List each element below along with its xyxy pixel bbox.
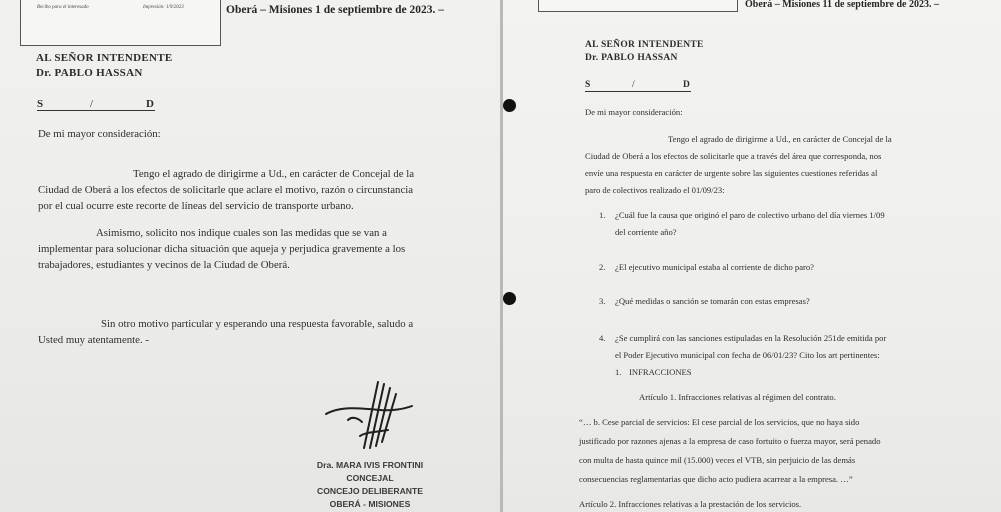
sd-slash: / — [632, 80, 635, 90]
stamp-print-date: Impresión: 1/9/2023 — [143, 5, 184, 10]
sd-d: D — [683, 80, 691, 90]
receipt-stamp-partial — [538, 0, 738, 12]
subsection-number: 1. — [615, 367, 622, 377]
question-3-number: 3. — [599, 296, 606, 306]
sd-slash: / — [90, 98, 94, 110]
intro-line4: paro de colectivos realizado el 01/09/23: — [585, 185, 725, 195]
article-2: Artículo 2. Infracciones relativas a la prestación de los servicios. — [579, 499, 802, 509]
para1-line2: Ciudad de Oberá a los efectos de solicitarle que aclare el motivo, razón o circunstancia — [38, 184, 414, 196]
date-line: Oberá – Misiones 1 de septiembre de 2023. – — [226, 4, 444, 16]
sd-s: S — [585, 80, 591, 90]
question-2: ¿El ejecutivo municipal estaba al corriente de dicho paro? — [615, 262, 814, 272]
question-4-line1: ¿Se cumplirá con las sanciones estipuladas en la Resolución 251de emitida por — [615, 333, 887, 343]
quote-line4: consecuencias reglamentarias que dicho acto pudiera acarrear a la empresa. …” — [579, 474, 853, 484]
addressee-name: Dr. PABLO HASSAN — [585, 53, 678, 63]
question-3: ¿Qué medidas o sanción se tomarán con estas empresas? — [615, 296, 810, 306]
receipt-stamp — [20, 0, 221, 46]
question-2-number: 2. — [599, 262, 606, 272]
para1-line3: por el cual ocurre este recorte de líneas del servicio de transporte urbano. — [38, 200, 354, 212]
addressee-title: AL SEÑOR INTENDENTE — [585, 40, 704, 50]
addressee-name: Dr. PABLO HASSAN — [36, 67, 143, 79]
handwritten-signature — [318, 376, 418, 458]
para2-line2: implementar para solucionar dicha situación que aqueja y perjudica gravemente a los — [38, 243, 406, 255]
intro-line2: Ciudad de Oberá a los efectos de solicitarle que a través del área que corresponda, nos — [585, 151, 882, 161]
stamp-label: Recibo para el interesado — [37, 5, 89, 10]
date-line: Oberá – Misiones 11 de septiembre de 2023. – — [745, 0, 939, 10]
question-1-line2: del corriente año? — [615, 227, 677, 237]
para2-line3: trabajadores, estudiantes y vecinos de la Ciudad de Oberá. — [38, 259, 290, 271]
question-4-number: 4. — [599, 333, 606, 343]
sd-underline — [37, 110, 155, 111]
signer-body: CONCEJO DELIBERANTE — [317, 486, 423, 496]
left-letter-page — [0, 0, 500, 512]
addressee-title: AL SEÑOR INTENDENTE — [36, 52, 173, 64]
binder-hole-top — [503, 99, 516, 112]
right-letter-page — [503, 0, 1001, 512]
intro-line1: Tengo el agrado de dirigirme a Ud., en carácter de Concejal de la — [668, 134, 892, 144]
quote-line2: justificado por razones ajenas a la empresa de caso fortuito o fuerza mayor, será penado — [579, 436, 881, 446]
para3-line2: Usted muy atentamente. - — [38, 334, 149, 346]
greeting: De mi mayor consideración: — [585, 107, 683, 117]
article-1: Artículo 1. Infracciones relativas al régimen del contrato. — [639, 392, 836, 402]
intro-line3: envíe una respuesta en carácter de urgente sobre las siguientes cuestiones referidas al — [585, 168, 878, 178]
sd-s: S — [37, 98, 44, 110]
signer-role: CONCEJAL — [346, 473, 394, 483]
question-4-line2: el Poder Ejecutivo municipal con fecha de 06/01/23? Cito los art pertinentes: — [615, 350, 880, 360]
signer-name: Dra. MARA IVIS FRONTINI — [316, 460, 424, 470]
para3-line1: Sin otro motivo particular y esperando una respuesta favorable, saludo a — [101, 318, 414, 330]
subsection-title: INFRACCIONES — [629, 367, 692, 377]
sd-underline — [585, 91, 691, 92]
binder-hole-middle — [503, 292, 516, 305]
quote-line3: con multa de hasta quince mil (15.000) veces el VTB, sin perjuicio de las demás — [579, 455, 856, 465]
signer-place: OBERÁ - MISIONES — [329, 499, 411, 509]
quote-line1: “… b. Cese parcial de servicios: El cese parcial de los servicios, que no haya sido — [579, 417, 860, 427]
question-1-number: 1. — [599, 210, 606, 220]
sd-d: D — [146, 98, 155, 110]
para1-line1: Tengo el agrado de dirigirme a Ud., en carácter de Concejal de la — [133, 168, 415, 180]
para2-line1: Asimismo, solicito nos indique cuales son las medidas que se van a — [96, 227, 387, 239]
greeting: De mi mayor consideración: — [38, 128, 161, 140]
question-1-line1: ¿Cuál fue la causa que originó el paro de colectivo urbano del día viernes 1/09 — [615, 210, 885, 220]
